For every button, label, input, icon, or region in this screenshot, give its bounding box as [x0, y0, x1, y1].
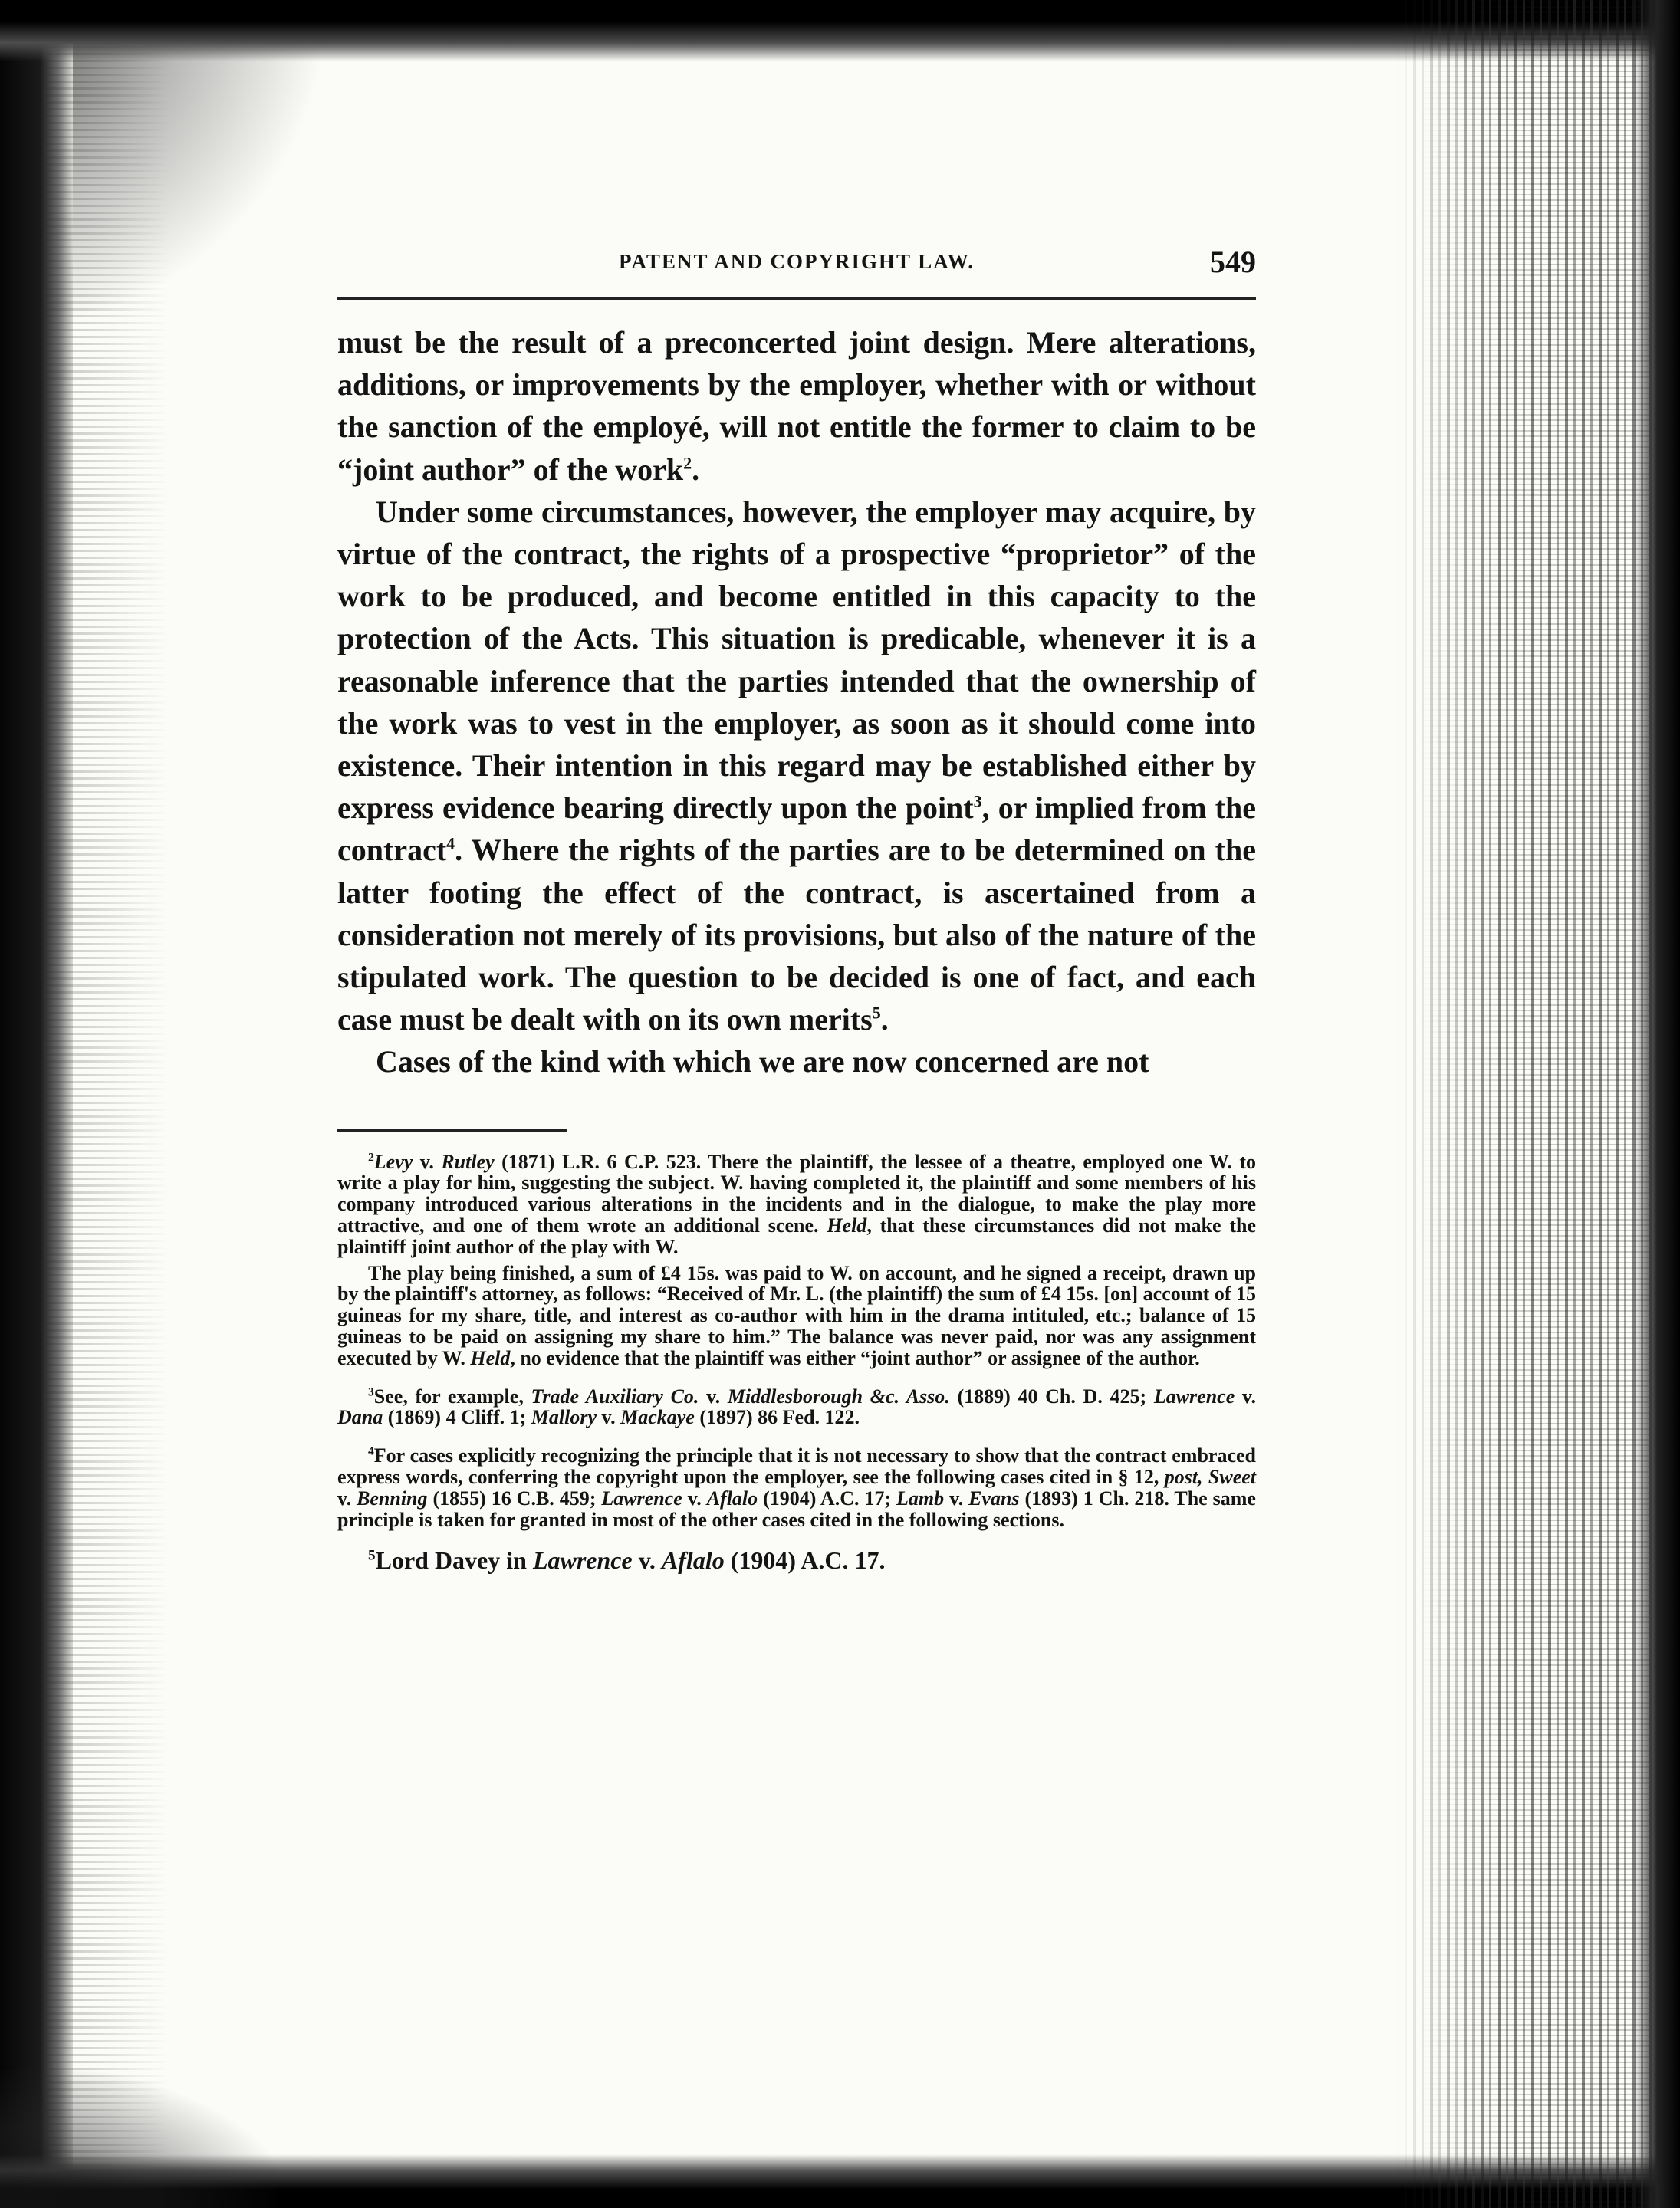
- paragraph-2-text-a: Under some circumstances, however, the employer may acquire, by virtue of the contract, the rights of a prospective “proprietor” of the work to be produced, and become entitled in this capacity to the protection of the Acts. This situation is predicable, whenever it is a reasonable inference that the parties intended that the ownership of the work was to vest in the employer, as soon as it should come into existence. Their intention in this regard may be established either by express evidence bearing directly upon the point: [337, 494, 1256, 826]
- page-number: 549: [1210, 245, 1256, 279]
- footnote-4-c5: Lamb: [896, 1487, 945, 1510]
- scan-shadow-bottom-left: [0, 2070, 276, 2208]
- footnote-4-t7: (1893) 1 Ch. 218. The same principle is taken for granted in most of the other cases cited in the following sections.: [337, 1487, 1256, 1531]
- footnote-2-v: v.: [413, 1150, 442, 1173]
- footnote-3-c3: Lawrence: [1153, 1385, 1235, 1408]
- footnote-3: [337, 1386, 1256, 1429]
- footnote-5-t3: (1904) A.C. 17.: [724, 1546, 886, 1575]
- footnote-3-t4: v.: [1235, 1385, 1256, 1408]
- footnote-3-c6: Mackaye: [620, 1406, 695, 1429]
- footnote-4-t1: For cases explicitly recognizing the principle that it is not necessary to show that the contract embraced express words, conferring the copyright upon the employer, see the following cases cited in § 12,: [337, 1444, 1256, 1489]
- footnote-3-t6: v.: [597, 1406, 621, 1429]
- paragraph-1-text: must be the result of a preconcerted joint design. Mere alterations, additions, or improvements by the employer, whether with or without the sanction of the employé, will not entitle the former to claim to be “joint author” of the work: [337, 325, 1256, 487]
- footnote-4-t4: v.: [682, 1487, 707, 1510]
- footnote-ref-4: 4: [446, 834, 455, 854]
- footnote-4-mark: 4: [368, 1444, 374, 1458]
- footnote-2-text-b: , that these circumstances did not make the plaintiff joint author of the play with W.: [337, 1214, 1256, 1258]
- footnote-4-t3: (1855) 16 C.B. 459;: [427, 1487, 602, 1510]
- footnotes: [337, 1152, 1256, 1574]
- book-page-edges-speckle: [1419, 0, 1649, 2208]
- footnote-2-held-2: Held: [470, 1346, 511, 1369]
- footnote-2-cont-b: , no evidence that the plaintiff was either “joint author” or assignee of the author.: [510, 1346, 1200, 1369]
- body-text: [337, 321, 1256, 1083]
- footnote-3-t3: (1889) 40 Ch. D. 425;: [949, 1385, 1154, 1408]
- footnote-3-c4: Dana: [337, 1406, 383, 1429]
- footnote-2-case-1: Levy: [373, 1150, 413, 1173]
- footnote-5-c1: Lawrence: [532, 1546, 633, 1575]
- footnote-ref-2: 2: [683, 453, 692, 473]
- footnote-4: [337, 1445, 1256, 1530]
- footnote-5-t1: Lord Davey in: [375, 1546, 533, 1575]
- paragraph-1-end: .: [692, 452, 700, 487]
- paragraph-1: [337, 321, 1256, 491]
- footnote-3-c1: Trade Auxiliary Co.: [531, 1385, 699, 1408]
- footnote-4-t6: v.: [944, 1487, 969, 1510]
- footnote-4-c2: Benning: [357, 1487, 428, 1510]
- footnote-ref-3: 3: [973, 791, 982, 811]
- footnote-2-held-1: Held: [827, 1214, 867, 1237]
- footnote-4-t5: (1904) A.C. 17;: [758, 1487, 897, 1510]
- scan-edge-right: [1634, 0, 1680, 2208]
- paragraph-2-text-c: . Where the rights of the parties are to be determined on the latter footing the effect of the contract, is ascertained from a consideration not merely of its provisions, but also of the nature of the stipulated work. The question to be decided is one of fact, and each case must be dealt with on its own merits: [337, 833, 1256, 1037]
- footnote-3-t1: See, for example,: [373, 1385, 531, 1408]
- paragraph-2-end: .: [880, 1002, 889, 1037]
- footnote-3-t7: (1897) 86 Fed. 122.: [694, 1406, 860, 1429]
- scan-noise-left: [46, 0, 169, 2208]
- footnote-2-text-a: (1871) L.R. 6 C.P. 523. There the plaintiff, the lessee of a theatre, employed one W. to write a play for him, suggesting the subject. W. having completed it, the plaintiff and some members of his company introduced various alterations in the incidents and in the dialogue, to make the play more attractive, and one of them wrote an additional scene.: [337, 1150, 1256, 1237]
- running-title: PATENT AND COPYRIGHT LAW.: [618, 250, 975, 273]
- paragraph-3: Cases of the kind with which we are now concerned are not: [376, 1044, 1149, 1079]
- paragraph-2: [337, 491, 1256, 1041]
- footnote-5-c2: Aflalo: [661, 1546, 725, 1575]
- footnote-4-c4: Aflalo: [706, 1487, 758, 1510]
- footnote-2-case-2: Rutley: [441, 1150, 495, 1173]
- footnote-3-c5: Mallory: [531, 1406, 597, 1429]
- footnote-3-c2: Middlesborough &c. Asso.: [727, 1385, 950, 1408]
- page-text-block: [337, 244, 1256, 1573]
- footnote-5-t2: v.: [632, 1546, 662, 1575]
- footnote-3-t2: v.: [699, 1385, 728, 1408]
- footnote-2-cont-a: The play being finished, a sum of £4 15s. was paid to W. on account, and he signed a receipt, drawn up by the plaintiff's attorney, as follows: “Received of Mr. L. (the plaintiff) the sum of £4 15s. [on] account of 15 guineas for my share, title, and interest as co-author with him in the drama intituled, etc.; balance of 15 guineas to be paid on assigning my share to him.” The balance was never paid, nor was any assignment executed by W.: [337, 1261, 1256, 1369]
- footnote-4-c3: Lawrence: [601, 1487, 682, 1510]
- footnote-4-c1: post, Sweet: [1164, 1466, 1256, 1489]
- footnote-5-mark: 5: [368, 1547, 376, 1564]
- footnote-4-c6: Evans: [968, 1487, 1020, 1510]
- footnote-rule: [337, 1129, 567, 1132]
- footnote-ref-5: 5: [872, 1003, 881, 1023]
- footnote-3-mark: 3: [368, 1385, 374, 1398]
- footnote-2-continued: [337, 1263, 1256, 1369]
- footnote-5: [337, 1547, 1256, 1573]
- footnote-2-mark: 2: [368, 1151, 374, 1164]
- footnote-2: [337, 1152, 1256, 1258]
- running-head: [337, 244, 1256, 290]
- footnote-3-t5: (1869) 4 Cliff. 1;: [383, 1406, 531, 1429]
- paragraph-2-text-b: , or implied from the contract: [337, 790, 1256, 868]
- header-rule: [337, 297, 1256, 300]
- footnote-4-t2: v.: [337, 1487, 357, 1510]
